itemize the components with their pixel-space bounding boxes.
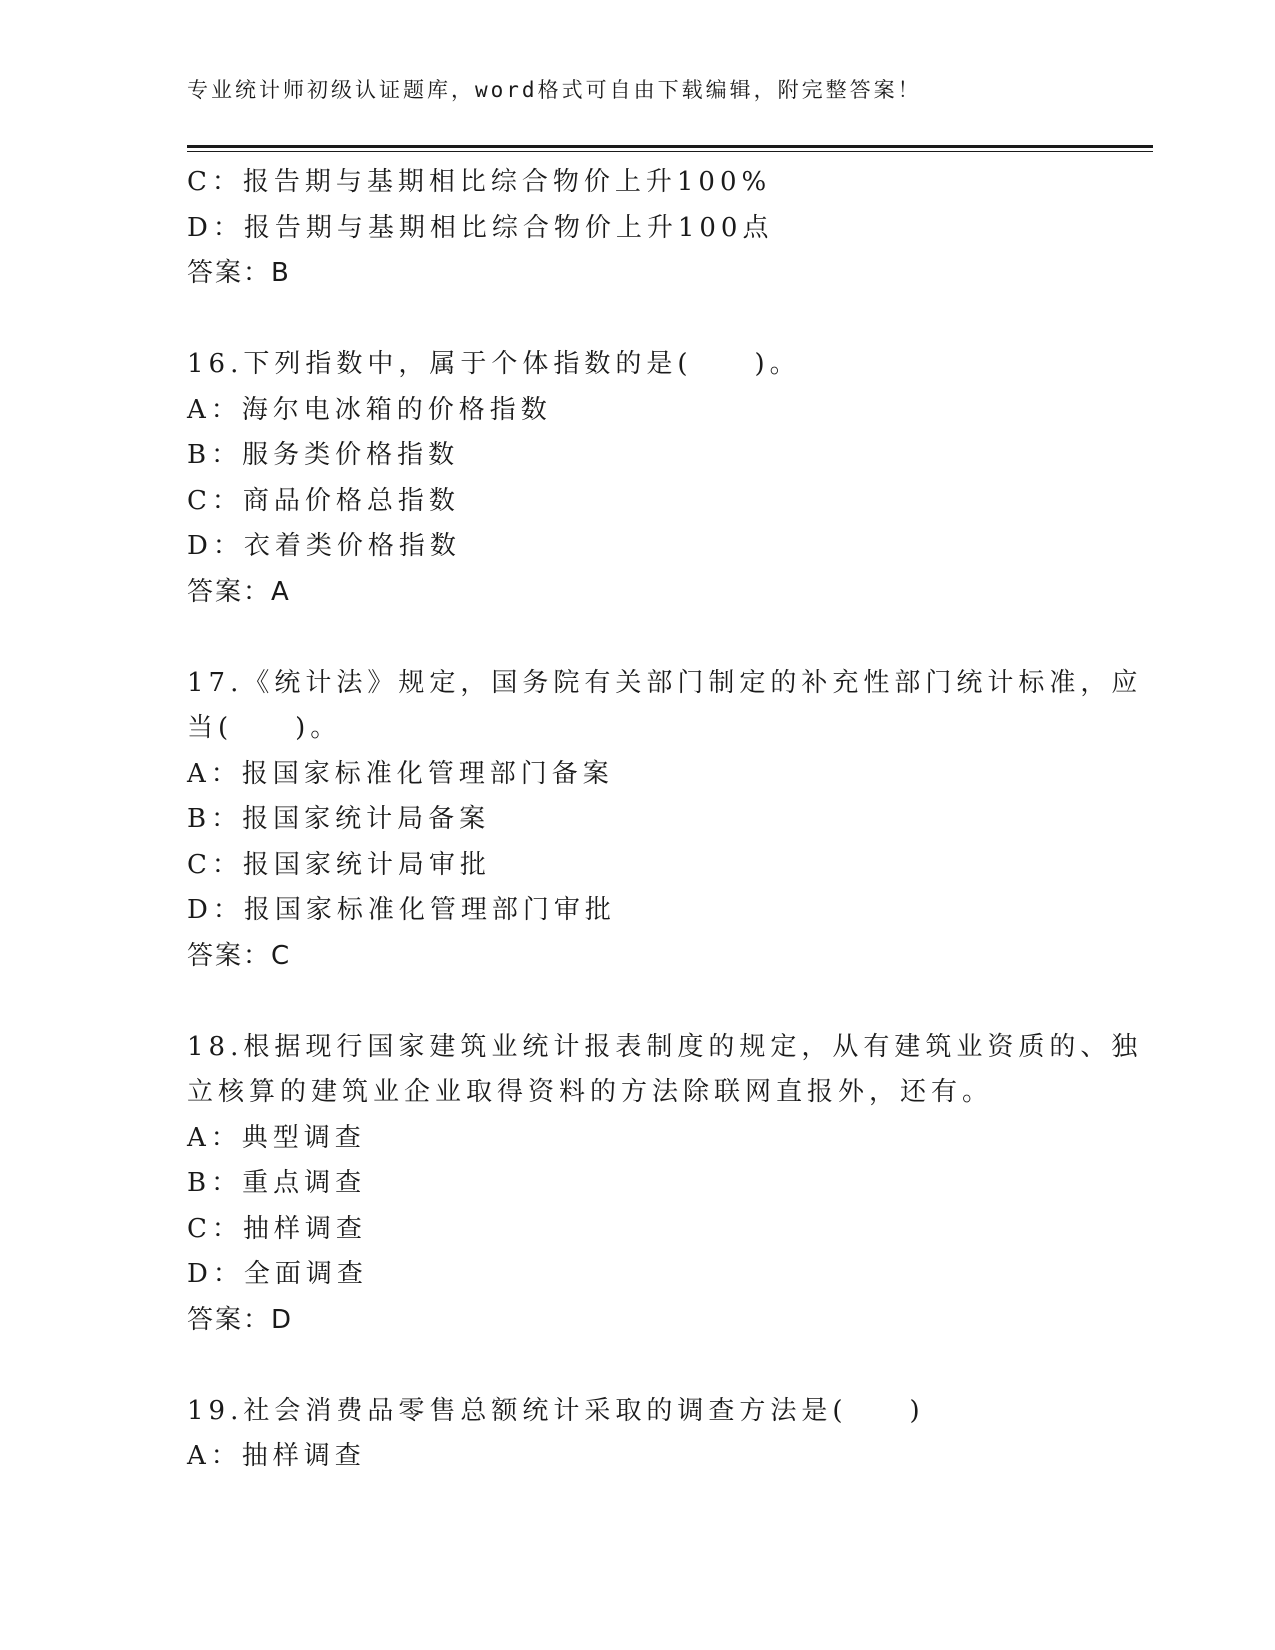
question-stem-continued: 当( )。: [187, 713, 342, 743]
question-18: [187, 1025, 1143, 1344]
option-a: A：典型调查: [187, 1122, 366, 1153]
prev-question: [187, 160, 1087, 297]
spacer: [187, 1343, 1087, 1389]
spacer: [187, 979, 1087, 1025]
question-stem: 19.社会消费品零售总额统计采取的调查方法是( ): [187, 1395, 925, 1426]
question-stem: 17.《统计法》规定，国务院有关部门制定的补充性部门统计标准，应: [187, 667, 1143, 698]
spacer: [187, 615, 1087, 661]
answer-line: 答案：A: [187, 576, 291, 607]
option-c: C：商品价格总指数: [187, 485, 460, 516]
option-a: A：报国家标准化管理部门备案: [187, 758, 614, 789]
answer-line: 答案：B: [187, 258, 291, 288]
page-header: 专业统计师初级认证题库，word格式可自由下载编辑，附完整答案！: [187, 78, 922, 102]
spacer: [187, 297, 1087, 343]
question-stem: 16.下列指数中，属于个体指数的是( )。: [187, 349, 801, 379]
question-content: [187, 160, 1143, 1480]
option-c: C：报国家统计局审批: [187, 849, 491, 880]
option-b: B：报国家统计局备案: [187, 804, 491, 834]
header-rule-thick: [187, 145, 1153, 148]
question-16: [187, 342, 1087, 615]
option-a: A：抽样调查: [187, 1441, 366, 1471]
option-b: B：重点调查: [187, 1168, 367, 1198]
answer-line: 答案：C: [187, 940, 292, 971]
option-c: C：报告期与基期相比综合物价上升100%: [187, 167, 772, 197]
option-c: C：抽样调查: [187, 1213, 367, 1244]
question-stem: 18.根据现行国家建筑业统计报表制度的规定，从有建筑业资质的、独: [187, 1031, 1143, 1062]
option-d: D：衣着类价格指数: [187, 531, 461, 561]
answer-line: 答案：D: [187, 1304, 294, 1335]
question-17: [187, 661, 1143, 980]
option-a: A：海尔电冰箱的价格指数: [187, 394, 552, 425]
header-rule-thin: [187, 151, 1153, 152]
option-d: D：报国家标准化管理部门审批: [187, 895, 616, 925]
option-d: D：报告期与基期相比综合物价上升100点: [187, 212, 774, 243]
question-stem-continued: 立核算的建筑业企业取得资料的方法除联网直报外，还有。: [187, 1077, 994, 1107]
question-19: [187, 1389, 1087, 1480]
option-b: B：服务类价格指数: [187, 440, 460, 470]
option-d: D：全面调查: [187, 1259, 368, 1289]
